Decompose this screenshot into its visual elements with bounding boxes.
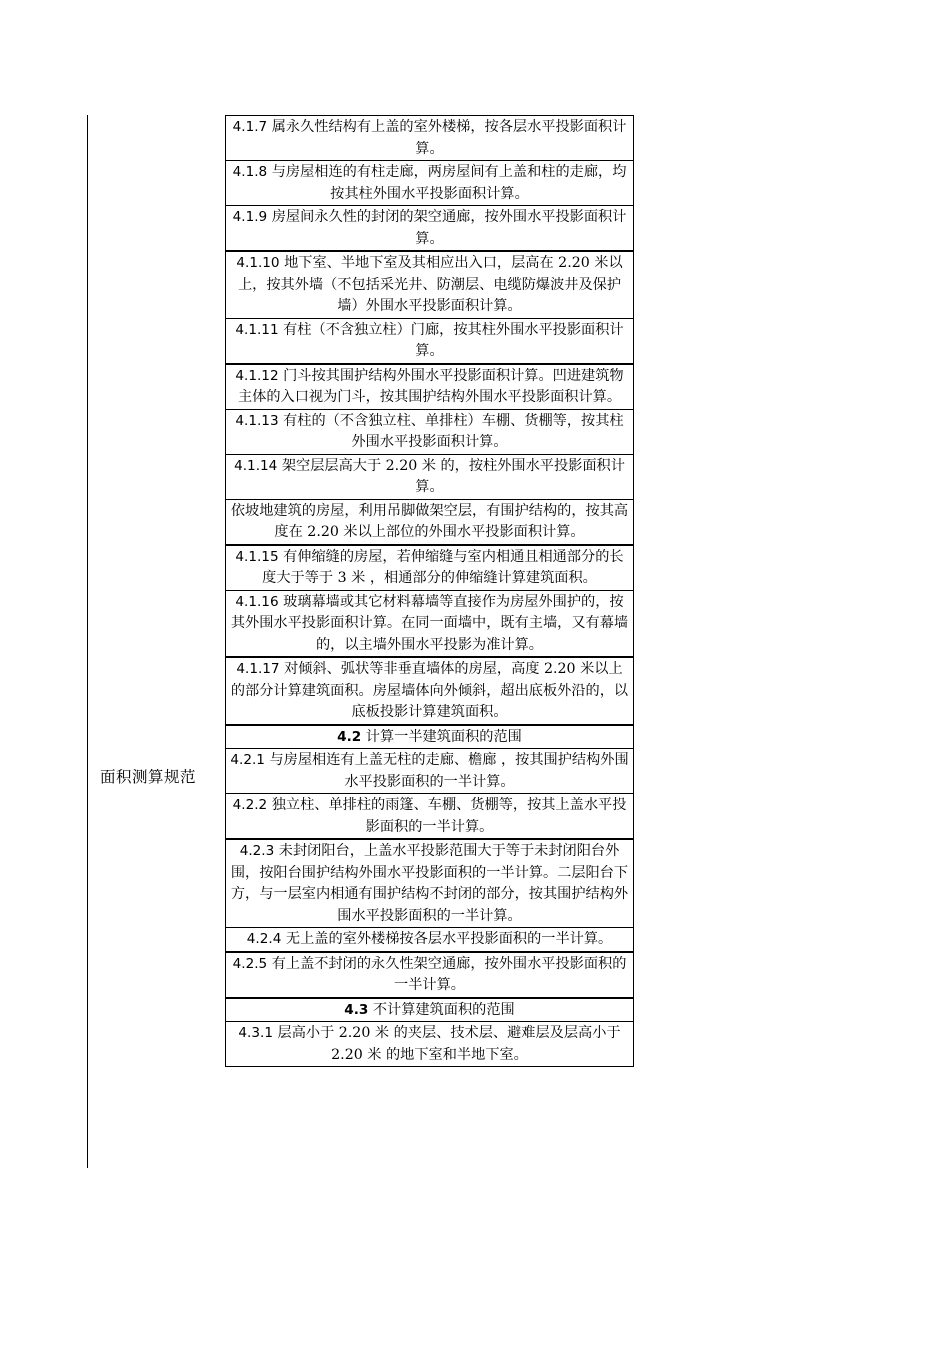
clause-number: 4.2.4 (246, 931, 282, 947)
table-row (225, 793, 634, 838)
table-row (225, 748, 634, 793)
clause-number: 4.2.2 (232, 797, 268, 813)
table-row (225, 544, 634, 590)
clause-text: 有柱的（不含独立柱、单排柱）车棚、货棚等，按其柱外围水平投影面积计算。 (278, 412, 624, 450)
clause-text: 属永久性结构有上盖的室外楼梯，按各层水平投影面积计算。 (267, 119, 627, 157)
section-heading-row (225, 724, 634, 749)
clause-number: 4.1.17 (236, 661, 280, 677)
clause-text: 层高小于 2.20 米 的夹层、技术层、避难层及层高小于 2.20 米 的地下室和半地下室。 (273, 1025, 621, 1063)
rules-table (225, 115, 634, 1067)
table-row (225, 1021, 634, 1067)
table-row (225, 656, 634, 724)
clause-text: 对倾斜、弧状等非垂直墙体的房屋，高度 2.20 米以上的部分计算建筑面积。房屋墙体向外倾斜，超出底板外沿的，以底板投影计算建筑面积。 (230, 661, 629, 720)
clause-number: 4.1.14 (234, 457, 278, 474)
section-heading-row (225, 997, 634, 1022)
clause-number: 4.1.7 (232, 119, 268, 135)
clause-text: 门斗按其围护结构外围水平投影面积计算。凹进建筑物主体的入口视为门斗，按其围护结构外围水平投影面积计算。 (237, 367, 624, 405)
clause-text: 依坡地建筑的房屋，利用吊脚做架空层，有围护结构的，按其高度在 2.20 米以上部位的外围水平投影面积计算。 (230, 502, 629, 540)
left-column-rule (87, 115, 88, 1168)
clause-text: 有柱（不含独立柱）门廊，按其柱外围水平投影面积计算。 (278, 321, 624, 359)
clause-number: 4.1.15 (235, 548, 279, 565)
clause-number: 4.2.5 (232, 955, 268, 972)
table-row (225, 590, 634, 657)
table-row (225, 318, 634, 363)
clause-text: 独立柱、单排柱的雨篷、车棚、货棚等，按其上盖水平投影面积的一半计算。 (267, 797, 627, 835)
table-row (225, 363, 634, 409)
table-row (225, 205, 634, 250)
table-row (225, 115, 634, 160)
section-label: 面积测算规范 (100, 768, 197, 786)
section-number: 4.2 (337, 728, 362, 745)
clause-text: 未封闭阳台，上盖水平投影范围大于等于未封闭阳台外围，按阳台围护结构外围水平投影面积的一半计算。二层阳台下方，与一层室内相通有围护结构不封闭的部分，按其围护结构外围水平投影面积的一半计算。 (230, 843, 629, 924)
table-row (225, 499, 634, 544)
clause-text: 有伸缩缝的房屋，若伸缩缝与室内相通且相通部分的长度大于等于 3 米 ，相通部分的伸缩缝计算建筑面积。 (262, 548, 624, 586)
clause-number: 4.1.13 (235, 412, 279, 429)
section-number: 4.3 (344, 1001, 369, 1018)
clause-text: 架空层层高大于 2.20 米 的，按柱外围水平投影面积计算。 (277, 457, 625, 495)
clause-text: 与房屋相连的有柱走廊，两房屋间有上盖和柱的走廊，均按其柱外围水平投影面积计算。 (267, 164, 627, 202)
clause-number: 4.2.3 (239, 843, 275, 859)
clause-number: 4.1.10 (236, 255, 280, 271)
clause-text: 地下室、半地下室及其相应出入口，层高在 2.20 米以上，按其外墙（不包括采光井、防潮层、电缆防爆波井及保护墙）外围水平投影面积计算。 (237, 255, 623, 314)
table-row (225, 454, 634, 499)
clause-number: 4.1.9 (232, 209, 268, 225)
clause-text: 玻璃幕墙或其它材料幕墙等直接作为房屋外围护的，按其外围水平投影面积计算。在同一面墙中，既有主墙，又有幕墙的，以主墙外围水平投影为准计算。 (230, 593, 629, 653)
clause-number: 4.1.8 (232, 164, 268, 180)
clause-number: 4.3.1 (238, 1025, 273, 1041)
clause-number: 4.1.11 (235, 321, 279, 338)
clause-text: 与房屋相连有上盖无柱的走廊、檐廊 ，按其围护结构外围水平投影面积的一半计算。 (264, 752, 629, 790)
table-row (225, 250, 634, 318)
clause-text: 有上盖不封闭的永久性架空通廊，按外围水平投影面积的一半计算。 (267, 955, 627, 993)
clause-number: 4.1.16 (235, 593, 279, 610)
section-heading: 不计算建筑面积的范围 (368, 1001, 515, 1018)
clause-number: 4.2.1 (230, 752, 265, 768)
table-row (225, 409, 634, 454)
clause-text: 房屋间永久性的封闭的架空通廊，按外围水平投影面积计算。 (267, 209, 627, 247)
table-row (225, 927, 634, 951)
table-row (225, 951, 634, 997)
section-heading: 计算一半建筑面积的范围 (361, 728, 522, 745)
table-row (225, 838, 634, 927)
table-row (225, 160, 634, 205)
clause-text: 无上盖的室外楼梯按各层水平投影面积的一半计算。 (281, 931, 613, 947)
clause-number: 4.1.12 (235, 367, 279, 384)
